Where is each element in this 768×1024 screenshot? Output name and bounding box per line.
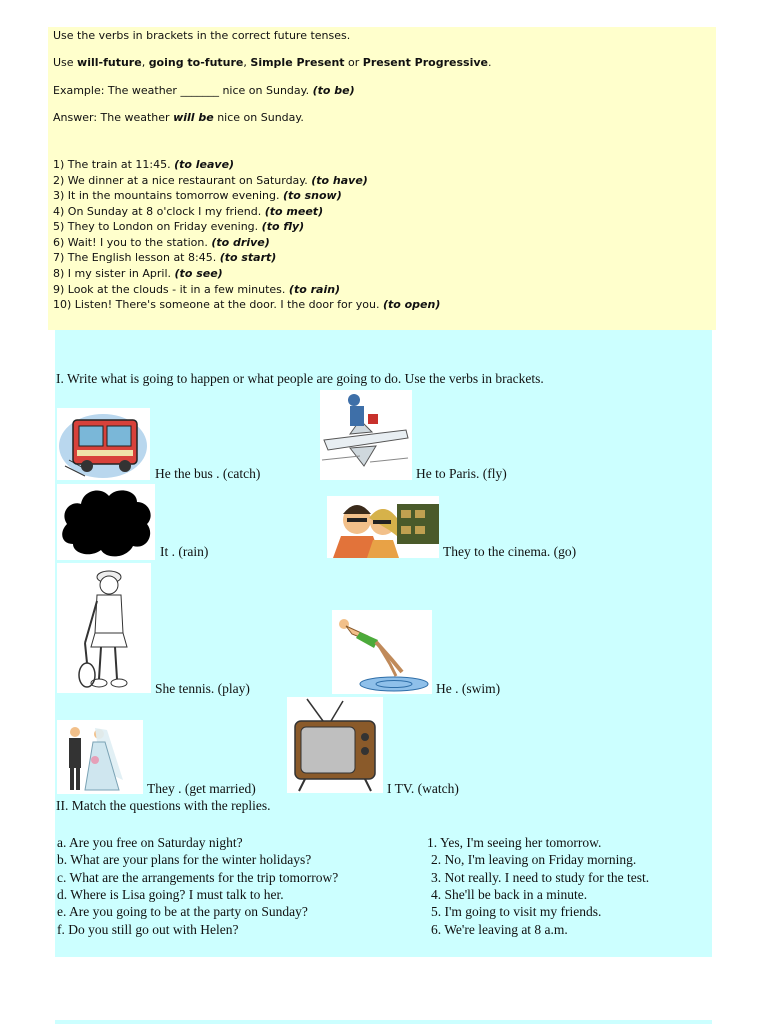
sentence-bus: He the bus . (catch) (155, 466, 261, 481)
tense-simple-present: Simple Present (250, 56, 345, 69)
sep: or (344, 56, 363, 69)
tennis-player-illustration (57, 563, 151, 693)
item-verb: (to rain) (288, 283, 341, 296)
exercise-item (53, 205, 323, 218)
diver-illustration (332, 610, 432, 694)
exercise-item (53, 267, 223, 280)
instruction: Use the verbs in brackets in the correct future tenses. (53, 29, 351, 42)
item-text: 10) Listen! There's someone at the door. I the door for you. (53, 298, 383, 311)
wedding-couple-illustration (57, 720, 143, 794)
exercise-item (53, 251, 276, 264)
question-item: b. What are your plans for the winter holidays? (57, 852, 312, 867)
match-title: II. Match the questions with the replies. (56, 798, 271, 813)
reply-item: 6. We're leaving at 8 a.m. (431, 922, 568, 937)
example-text: Example: The weather _______ nice on Sunday. (53, 84, 313, 97)
item-verb: (to leave) (174, 158, 235, 171)
question-item: d. Where is Lisa going? I must talk to her. (57, 887, 284, 902)
answer-prefix: Answer: The weather (53, 111, 174, 124)
next-section-strip (55, 1020, 712, 1024)
item-text: 4) On Sunday at 8 o'clock I my friend. (53, 205, 265, 218)
item-text: 5) They to London on Friday evening. (53, 220, 262, 233)
exercise-title: I. Write what is going to happen or what people are going to do. Use the verbs in brackets. (56, 371, 544, 386)
end: . (487, 56, 492, 69)
sep: , (141, 56, 149, 69)
reply-item: 4. She'll be back in a minute. (431, 887, 588, 902)
sep: , (243, 56, 251, 69)
exercise-item (53, 236, 270, 249)
reply-item: 2. No, I'm leaving on Friday morning. (431, 852, 637, 867)
sentence-diver: He . (swim) (436, 681, 501, 696)
item-text: 9) Look at the clouds - it in a few minutes. (53, 283, 289, 296)
couple-cinema-illustration (327, 496, 439, 558)
question-item: f. Do you still go out with Helen? (57, 922, 239, 937)
item-verb: (to see) (174, 267, 223, 280)
tense-present-progressive: Present Progressive (362, 56, 488, 69)
item-verb: (to start) (219, 251, 277, 264)
item-verb: (to snow) (282, 189, 342, 202)
item-text: 8) I my sister in April. (53, 267, 175, 280)
sentence-tennis: She tennis. (play) (155, 681, 250, 696)
item-verb: (to meet) (264, 205, 324, 218)
answer-line (53, 111, 304, 124)
item-verb: (to have) (311, 174, 368, 187)
sentence-wedding: They . (get married) (147, 781, 256, 796)
exercise-item (53, 189, 342, 202)
exercise-item (53, 298, 440, 311)
tv-illustration (287, 697, 383, 793)
item-text: 3) It in the mountains tomorrow evening. (53, 189, 283, 202)
item-text: 2) We dinner at a nice restaurant on Saturday. (53, 174, 312, 187)
sentence-plane: He to Paris. (fly) (416, 466, 507, 481)
item-verb: (to open) (382, 298, 441, 311)
reply-item: 1. Yes, I'm seeing her tomorrow. (427, 835, 602, 850)
exercise-item (53, 158, 234, 171)
exercise-item (53, 220, 304, 233)
plane-illustration (320, 390, 412, 480)
question-item: e. Are you going to be at the party on Sunday? (57, 904, 308, 919)
question-item: a. Are you free on Saturday night? (57, 835, 243, 850)
answer-bold: will be (173, 111, 214, 124)
question-item: c. What are the arrangements for the trip tomorrow? (57, 870, 339, 885)
exercise-item (53, 174, 368, 187)
item-verb: (to fly) (261, 220, 305, 233)
use-prefix: Use (53, 56, 78, 69)
sentence-tv: I TV. (watch) (387, 781, 459, 796)
example-line (53, 84, 355, 97)
future-tenses-exercise (48, 27, 716, 330)
cloud-illustration (57, 484, 155, 560)
tense-list (53, 56, 491, 69)
sentence-cloud: It . (rain) (160, 544, 209, 559)
exercise-item (53, 283, 340, 296)
reply-item: 3. Not really. I need to study for the test. (431, 870, 650, 885)
tense-going-to: going to-future (148, 56, 244, 69)
example-verb: (to be) (312, 84, 355, 97)
answer-suffix: nice on Sunday. (213, 111, 304, 124)
reply-item: 5. I'm going to visit my friends. (431, 904, 602, 919)
tense-will-future: will-future (77, 56, 142, 69)
item-verb: (to drive) (211, 236, 270, 249)
bus-illustration (57, 408, 150, 480)
item-text: 1) The train at 11:45. (53, 158, 175, 171)
sentence-cinema: They to the cinema. (go) (443, 544, 577, 559)
item-text: 6) Wait! I you to the station. (53, 236, 212, 249)
item-text: 7) The English lesson at 8:45. (53, 251, 220, 264)
